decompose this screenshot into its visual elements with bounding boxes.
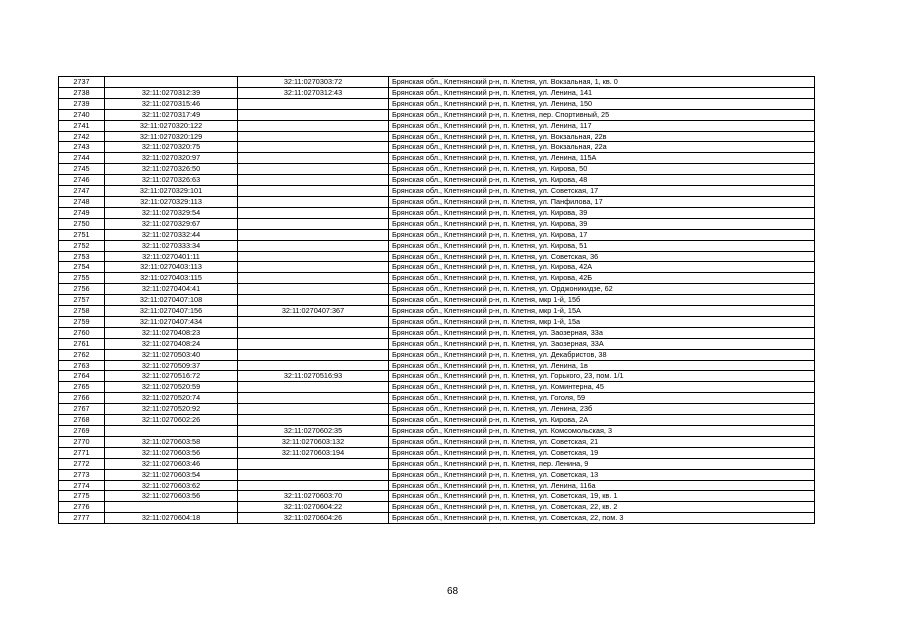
linked-cadastral-number-cell: 32:11:0270604:26 bbox=[238, 513, 389, 524]
cadastral-number-cell: 32:11:0270603:56 bbox=[105, 491, 238, 502]
row-number-cell: 2749 bbox=[59, 207, 105, 218]
linked-cadastral-number-cell: 32:11:0270516:93 bbox=[238, 371, 389, 382]
cadastral-number-cell: 32:11:0270326:63 bbox=[105, 175, 238, 186]
row-number-cell: 2768 bbox=[59, 415, 105, 426]
address-cell: Брянская обл., Клетнянский р-н, п. Клетня, пер. Спортивный, 25 bbox=[389, 109, 815, 120]
row-number-cell: 2751 bbox=[59, 229, 105, 240]
row-number-cell: 2739 bbox=[59, 98, 105, 109]
table-row bbox=[59, 120, 815, 131]
cadastral-number-cell: 32:11:0270604:18 bbox=[105, 513, 238, 524]
row-number-cell: 2773 bbox=[59, 469, 105, 480]
address-cell: Брянская обл., Клетнянский р-н, п. Клетня, ул. Ленина, 117 bbox=[389, 120, 815, 131]
cadastral-number-cell: 32:11:0270326:50 bbox=[105, 164, 238, 175]
address-cell: Брянская обл., Клетнянский р-н, п. Клетня, ул. Ленина, 116а bbox=[389, 480, 815, 491]
linked-cadastral-number-cell bbox=[238, 120, 389, 131]
table-row bbox=[59, 229, 815, 240]
registry-table-body bbox=[59, 77, 815, 524]
table-row bbox=[59, 262, 815, 273]
table-row bbox=[59, 393, 815, 404]
linked-cadastral-number-cell: 32:11:0270603:70 bbox=[238, 491, 389, 502]
linked-cadastral-number-cell bbox=[238, 393, 389, 404]
table-row bbox=[59, 77, 815, 88]
table-row bbox=[59, 175, 815, 186]
cadastral-number-cell: 32:11:0270320:122 bbox=[105, 120, 238, 131]
cadastral-number-cell: 32:11:0270520:74 bbox=[105, 393, 238, 404]
address-cell: Брянская обл., Клетнянский р-н, п. Клетня, пер. Ленина, 9 bbox=[389, 458, 815, 469]
linked-cadastral-number-cell bbox=[238, 382, 389, 393]
linked-cadastral-number-cell: 32:11:0270602:35 bbox=[238, 426, 389, 437]
address-cell: Брянская обл., Клетнянский р-н, п. Клетня, ул. Коминтерна, 45 bbox=[389, 382, 815, 393]
table-row bbox=[59, 458, 815, 469]
table-row bbox=[59, 404, 815, 415]
linked-cadastral-number-cell bbox=[238, 109, 389, 120]
address-cell: Брянская обл., Клетнянский р-н, п. Клетня, ул. Кирова, 48 bbox=[389, 175, 815, 186]
row-number-cell: 2746 bbox=[59, 175, 105, 186]
row-number-cell: 2752 bbox=[59, 240, 105, 251]
table-row bbox=[59, 513, 815, 524]
table-row bbox=[59, 349, 815, 360]
address-cell: Брянская обл., Клетнянский р-н, п. Клетня, ул. Вокзальная, 1, кв. 0 bbox=[389, 77, 815, 88]
table-row bbox=[59, 153, 815, 164]
row-number-cell: 2760 bbox=[59, 327, 105, 338]
table-row bbox=[59, 273, 815, 284]
row-number-cell: 2757 bbox=[59, 295, 105, 306]
address-cell: Брянская обл., Клетнянский р-н, п. Клетня, ул. Декабристов, 38 bbox=[389, 349, 815, 360]
address-cell: Брянская обл., Клетнянский р-н, п. Клетня, ул. Советская, 19, кв. 1 bbox=[389, 491, 815, 502]
table-row bbox=[59, 240, 815, 251]
table-row bbox=[59, 360, 815, 371]
registry-table bbox=[58, 76, 815, 524]
address-cell: Брянская обл., Клетнянский р-н, п. Клетня, ул. Кирова, 39 bbox=[389, 218, 815, 229]
address-cell: Брянская обл., Клетнянский р-н, п. Клетня, ул. Кирова, 42А bbox=[389, 262, 815, 273]
table-row bbox=[59, 447, 815, 458]
table-row bbox=[59, 316, 815, 327]
cadastral-number-cell: 32:11:0270407:108 bbox=[105, 295, 238, 306]
row-number-cell: 2777 bbox=[59, 513, 105, 524]
address-cell: Брянская обл., Клетнянский р-н, п. Клетня, мкр 1-й, 15б bbox=[389, 295, 815, 306]
linked-cadastral-number-cell bbox=[238, 186, 389, 197]
address-cell: Брянская обл., Клетнянский р-н, п. Клетня, ул. Вокзальная, 22в bbox=[389, 131, 815, 142]
cadastral-number-cell: 32:11:0270516:72 bbox=[105, 371, 238, 382]
table-row bbox=[59, 469, 815, 480]
table-row bbox=[59, 251, 815, 262]
table-row bbox=[59, 196, 815, 207]
cadastral-number-cell: 32:11:0270320:97 bbox=[105, 153, 238, 164]
address-cell: Брянская обл., Клетнянский р-н, п. Клетня, ул. Горького, 23, пом. 1/1 bbox=[389, 371, 815, 382]
address-cell: Брянская обл., Клетнянский р-н, п. Клетня, ул. Кирова, 51 bbox=[389, 240, 815, 251]
linked-cadastral-number-cell bbox=[238, 196, 389, 207]
address-cell: Брянская обл., Клетнянский р-н, п. Клетня, ул. Кирова, 39 bbox=[389, 207, 815, 218]
cadastral-number-cell: 32:11:0270312:39 bbox=[105, 87, 238, 98]
linked-cadastral-number-cell bbox=[238, 480, 389, 491]
cadastral-number-cell bbox=[105, 426, 238, 437]
row-number-cell: 2776 bbox=[59, 502, 105, 513]
table-row bbox=[59, 142, 815, 153]
table-row bbox=[59, 98, 815, 109]
address-cell: Брянская обл., Клетнянский р-н, п. Клетня, ул. Гоголя, 59 bbox=[389, 393, 815, 404]
linked-cadastral-number-cell bbox=[238, 469, 389, 480]
linked-cadastral-number-cell bbox=[238, 415, 389, 426]
cadastral-number-cell: 32:11:0270317:49 bbox=[105, 109, 238, 120]
table-row bbox=[59, 327, 815, 338]
table-row bbox=[59, 109, 815, 120]
linked-cadastral-number-cell bbox=[238, 338, 389, 349]
address-cell: Брянская обл., Клетнянский р-н, п. Клетня, ул. Ленина, 23б bbox=[389, 404, 815, 415]
linked-cadastral-number-cell bbox=[238, 404, 389, 415]
table-row bbox=[59, 502, 815, 513]
cadastral-number-cell: 32:11:0270407:434 bbox=[105, 316, 238, 327]
cadastral-number-cell bbox=[105, 77, 238, 88]
cadastral-number-cell: 32:11:0270403:115 bbox=[105, 273, 238, 284]
address-cell: Брянская обл., Клетнянский р-н, п. Клетня, ул. Советская, 19 bbox=[389, 447, 815, 458]
cadastral-number-cell: 32:11:0270407:156 bbox=[105, 306, 238, 317]
table-row bbox=[59, 164, 815, 175]
linked-cadastral-number-cell: 32:11:0270603:194 bbox=[238, 447, 389, 458]
address-cell: Брянская обл., Клетнянский р-н, п. Клетня, ул. Панфилова, 17 bbox=[389, 196, 815, 207]
cadastral-number-cell: 32:11:0270332:44 bbox=[105, 229, 238, 240]
linked-cadastral-number-cell: 32:11:0270604:22 bbox=[238, 502, 389, 513]
cadastral-number-cell: 32:11:0270509:37 bbox=[105, 360, 238, 371]
table-row bbox=[59, 480, 815, 491]
address-cell: Брянская обл., Клетнянский р-н, п. Клетня, ул. Орджоникидзе, 62 bbox=[389, 284, 815, 295]
address-cell: Брянская обл., Клетнянский р-н, п. Клетня, ул. Заозерная, 33а bbox=[389, 327, 815, 338]
row-number-cell: 2771 bbox=[59, 447, 105, 458]
address-cell: Брянская обл., Клетнянский р-н, п. Клетня, ул. Советская, 36 bbox=[389, 251, 815, 262]
address-cell: Брянская обл., Клетнянский р-н, п. Клетня, ул. Кирова, 42Б bbox=[389, 273, 815, 284]
linked-cadastral-number-cell bbox=[238, 251, 389, 262]
cadastral-number-cell: 32:11:0270404:41 bbox=[105, 284, 238, 295]
address-cell: Брянская обл., Клетнянский р-н, п. Клетня, ул. Ленина, 141 bbox=[389, 87, 815, 98]
table-row bbox=[59, 382, 815, 393]
row-number-cell: 2753 bbox=[59, 251, 105, 262]
address-cell: Брянская обл., Клетнянский р-н, п. Клетня, ул. Кирова, 2А bbox=[389, 415, 815, 426]
address-cell: Брянская обл., Клетнянский р-н, п. Клетня, ул. Советская, 22, кв. 2 bbox=[389, 502, 815, 513]
cadastral-number-cell: 32:11:0270603:46 bbox=[105, 458, 238, 469]
address-cell: Брянская обл., Клетнянский р-н, п. Клетня, ул. Советская, 21 bbox=[389, 436, 815, 447]
table-row bbox=[59, 491, 815, 502]
row-number-cell: 2754 bbox=[59, 262, 105, 273]
row-number-cell: 2769 bbox=[59, 426, 105, 437]
cadastral-number-cell bbox=[105, 502, 238, 513]
cadastral-number-cell: 32:11:0270315:46 bbox=[105, 98, 238, 109]
cadastral-number-cell: 32:11:0270403:113 bbox=[105, 262, 238, 273]
cadastral-number-cell: 32:11:0270401:11 bbox=[105, 251, 238, 262]
cadastral-number-cell: 32:11:0270520:92 bbox=[105, 404, 238, 415]
row-number-cell: 2764 bbox=[59, 371, 105, 382]
address-cell: Брянская обл., Клетнянский р-н, п. Клетня, ул. Ленина, 150 bbox=[389, 98, 815, 109]
cadastral-number-cell: 32:11:0270603:54 bbox=[105, 469, 238, 480]
row-number-cell: 2747 bbox=[59, 186, 105, 197]
cadastral-number-cell: 32:11:0270603:58 bbox=[105, 436, 238, 447]
row-number-cell: 2774 bbox=[59, 480, 105, 491]
table-row bbox=[59, 218, 815, 229]
address-cell: Брянская обл., Клетнянский р-н, п. Клетня, ул. Ленина, 115А bbox=[389, 153, 815, 164]
row-number-cell: 2755 bbox=[59, 273, 105, 284]
cadastral-number-cell: 32:11:0270320:129 bbox=[105, 131, 238, 142]
linked-cadastral-number-cell: 32:11:0270603:132 bbox=[238, 436, 389, 447]
linked-cadastral-number-cell bbox=[238, 273, 389, 284]
table-row bbox=[59, 284, 815, 295]
linked-cadastral-number-cell bbox=[238, 262, 389, 273]
row-number-cell: 2748 bbox=[59, 196, 105, 207]
cadastral-number-cell: 32:11:0270408:23 bbox=[105, 327, 238, 338]
cadastral-number-cell: 32:11:0270603:56 bbox=[105, 447, 238, 458]
row-number-cell: 2763 bbox=[59, 360, 105, 371]
row-number-cell: 2742 bbox=[59, 131, 105, 142]
address-cell: Брянская обл., Клетнянский р-н, п. Клетня, ул. Кирова, 17 bbox=[389, 229, 815, 240]
cadastral-number-cell: 32:11:0270503:40 bbox=[105, 349, 238, 360]
address-cell: Брянская обл., Клетнянский р-н, п. Клетня, ул. Комсомольская, 3 bbox=[389, 426, 815, 437]
address-cell: Брянская обл., Клетнянский р-н, п. Клетня, ул. Вокзальная, 22а bbox=[389, 142, 815, 153]
address-cell: Брянская обл., Клетнянский р-н, п. Клетня, ул. Кирова, 50 bbox=[389, 164, 815, 175]
linked-cadastral-number-cell bbox=[238, 284, 389, 295]
row-number-cell: 2759 bbox=[59, 316, 105, 327]
row-number-cell: 2738 bbox=[59, 87, 105, 98]
linked-cadastral-number-cell bbox=[238, 153, 389, 164]
row-number-cell: 2737 bbox=[59, 77, 105, 88]
address-cell: Брянская обл., Клетнянский р-н, п. Клетня, мкр 1-й, 15а bbox=[389, 316, 815, 327]
table-row bbox=[59, 207, 815, 218]
linked-cadastral-number-cell bbox=[238, 175, 389, 186]
address-cell: Брянская обл., Клетнянский р-н, п. Клетня, ул. Советская, 17 bbox=[389, 186, 815, 197]
linked-cadastral-number-cell bbox=[238, 349, 389, 360]
cadastral-number-cell: 32:11:0270333:34 bbox=[105, 240, 238, 251]
linked-cadastral-number-cell bbox=[238, 458, 389, 469]
cadastral-number-cell: 32:11:0270602:26 bbox=[105, 415, 238, 426]
cadastral-number-cell: 32:11:0270329:101 bbox=[105, 186, 238, 197]
row-number-cell: 2766 bbox=[59, 393, 105, 404]
table-row bbox=[59, 186, 815, 197]
row-number-cell: 2761 bbox=[59, 338, 105, 349]
address-cell: Брянская обл., Клетнянский р-н, п. Клетня, ул. Советская, 22, пом. 3 bbox=[389, 513, 815, 524]
cadastral-number-cell: 32:11:0270603:62 bbox=[105, 480, 238, 491]
linked-cadastral-number-cell bbox=[238, 142, 389, 153]
row-number-cell: 2767 bbox=[59, 404, 105, 415]
row-number-cell: 2743 bbox=[59, 142, 105, 153]
linked-cadastral-number-cell bbox=[238, 327, 389, 338]
linked-cadastral-number-cell bbox=[238, 240, 389, 251]
linked-cadastral-number-cell bbox=[238, 360, 389, 371]
linked-cadastral-number-cell bbox=[238, 207, 389, 218]
table-row bbox=[59, 338, 815, 349]
address-cell: Брянская обл., Клетнянский р-н, п. Клетня, ул. Заозерная, 33А bbox=[389, 338, 815, 349]
row-number-cell: 2745 bbox=[59, 164, 105, 175]
address-cell: Брянская обл., Клетнянский р-н, п. Клетня, ул. Ленина, 1в bbox=[389, 360, 815, 371]
row-number-cell: 2756 bbox=[59, 284, 105, 295]
row-number-cell: 2775 bbox=[59, 491, 105, 502]
cadastral-number-cell: 32:11:0270329:113 bbox=[105, 196, 238, 207]
cadastral-number-cell: 32:11:0270329:54 bbox=[105, 207, 238, 218]
linked-cadastral-number-cell bbox=[238, 131, 389, 142]
cadastral-number-cell: 32:11:0270408:24 bbox=[105, 338, 238, 349]
table-row bbox=[59, 295, 815, 306]
row-number-cell: 2740 bbox=[59, 109, 105, 120]
row-number-cell: 2758 bbox=[59, 306, 105, 317]
cadastral-number-cell: 32:11:0270329:67 bbox=[105, 218, 238, 229]
table-row bbox=[59, 371, 815, 382]
address-cell: Брянская обл., Клетнянский р-н, п. Клетня, мкр 1-й, 15А bbox=[389, 306, 815, 317]
row-number-cell: 2772 bbox=[59, 458, 105, 469]
linked-cadastral-number-cell: 32:11:0270407:367 bbox=[238, 306, 389, 317]
table-row bbox=[59, 426, 815, 437]
table-row bbox=[59, 436, 815, 447]
linked-cadastral-number-cell: 32:11:0270312:43 bbox=[238, 87, 389, 98]
cadastral-number-cell: 32:11:0270320:75 bbox=[105, 142, 238, 153]
page-number: 68 bbox=[446, 586, 459, 597]
cadastral-number-cell: 32:11:0270520:59 bbox=[105, 382, 238, 393]
linked-cadastral-number-cell bbox=[238, 164, 389, 175]
table-row bbox=[59, 415, 815, 426]
linked-cadastral-number-cell bbox=[238, 316, 389, 327]
row-number-cell: 2750 bbox=[59, 218, 105, 229]
row-number-cell: 2762 bbox=[59, 349, 105, 360]
table-row bbox=[59, 131, 815, 142]
linked-cadastral-number-cell bbox=[238, 229, 389, 240]
linked-cadastral-number-cell bbox=[238, 295, 389, 306]
linked-cadastral-number-cell: 32:11:0270303:72 bbox=[238, 77, 389, 88]
row-number-cell: 2770 bbox=[59, 436, 105, 447]
table-row bbox=[59, 87, 815, 98]
row-number-cell: 2744 bbox=[59, 153, 105, 164]
linked-cadastral-number-cell bbox=[238, 218, 389, 229]
table-row bbox=[59, 306, 815, 317]
address-cell: Брянская обл., Клетнянский р-н, п. Клетня, ул. Советская, 13 bbox=[389, 469, 815, 480]
row-number-cell: 2765 bbox=[59, 382, 105, 393]
row-number-cell: 2741 bbox=[59, 120, 105, 131]
linked-cadastral-number-cell bbox=[238, 98, 389, 109]
